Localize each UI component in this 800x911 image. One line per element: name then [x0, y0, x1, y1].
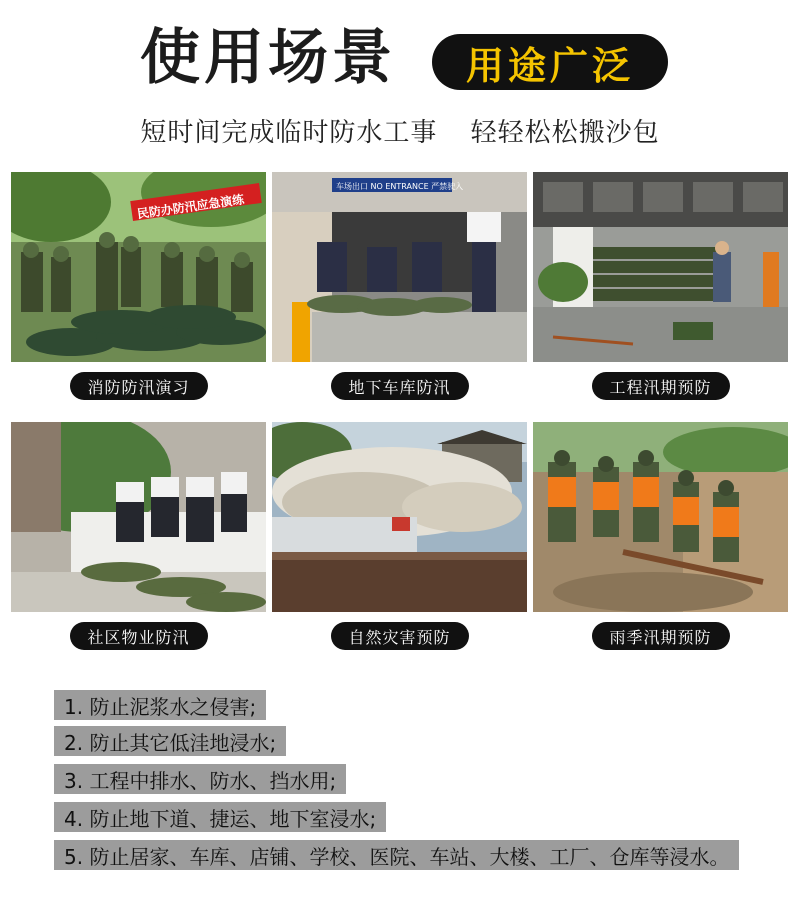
usage-badge: 用途广泛 [432, 34, 668, 90]
page-title: 使用场景 [140, 23, 396, 93]
scene-caption-construction: 工程汛期预防 [591, 372, 729, 400]
scene-grid [11, 172, 789, 648]
scene-photo-drill [11, 172, 266, 362]
header [0, 18, 800, 98]
usage-item: 4. 防止地下道、捷运、地下室浸水; [54, 802, 386, 832]
scene-card-community [11, 422, 266, 647]
subtitle: 短时间完成临时防水工事 轻轻松松搬沙包 [140, 118, 660, 148]
scene-photo-community [11, 422, 266, 612]
scene-caption-garage: 地下车库防汛 [330, 372, 468, 400]
scene-photo-construction [533, 172, 788, 362]
usage-item: 3. 工程中排水、防水、挡水用; [54, 764, 346, 794]
scene-caption-drill: 消防防汛演习 [69, 372, 207, 400]
scene-photo-garage [272, 172, 527, 362]
scene-caption-rainy: 雨季汛期预防 [591, 622, 729, 650]
scene-card-disaster [272, 422, 527, 647]
scene-card-drill [11, 172, 266, 397]
drill-banner-text: 民防办防汛应急演练 [136, 192, 246, 222]
scene-card-garage [272, 172, 527, 397]
scene-photo-disaster [272, 422, 527, 612]
garage-sign-text: 车场出口 NO ENTRANCE 严禁驶入 [336, 182, 464, 191]
scene-card-construction [533, 172, 788, 397]
usage-item: 5. 防止居家、车库、店铺、学校、医院、车站、大楼、工厂、仓库等浸水。 [54, 840, 739, 870]
usage-item: 1. 防止泥浆水之侵害; [54, 690, 266, 720]
scene-photo-rainy [533, 422, 788, 612]
scene-caption-community: 社区物业防汛 [69, 622, 207, 650]
scene-card-rainy [533, 422, 788, 647]
scene-caption-disaster: 自然灾害预防 [330, 622, 468, 650]
usage-item: 2. 防止其它低洼地浸水; [54, 726, 286, 756]
